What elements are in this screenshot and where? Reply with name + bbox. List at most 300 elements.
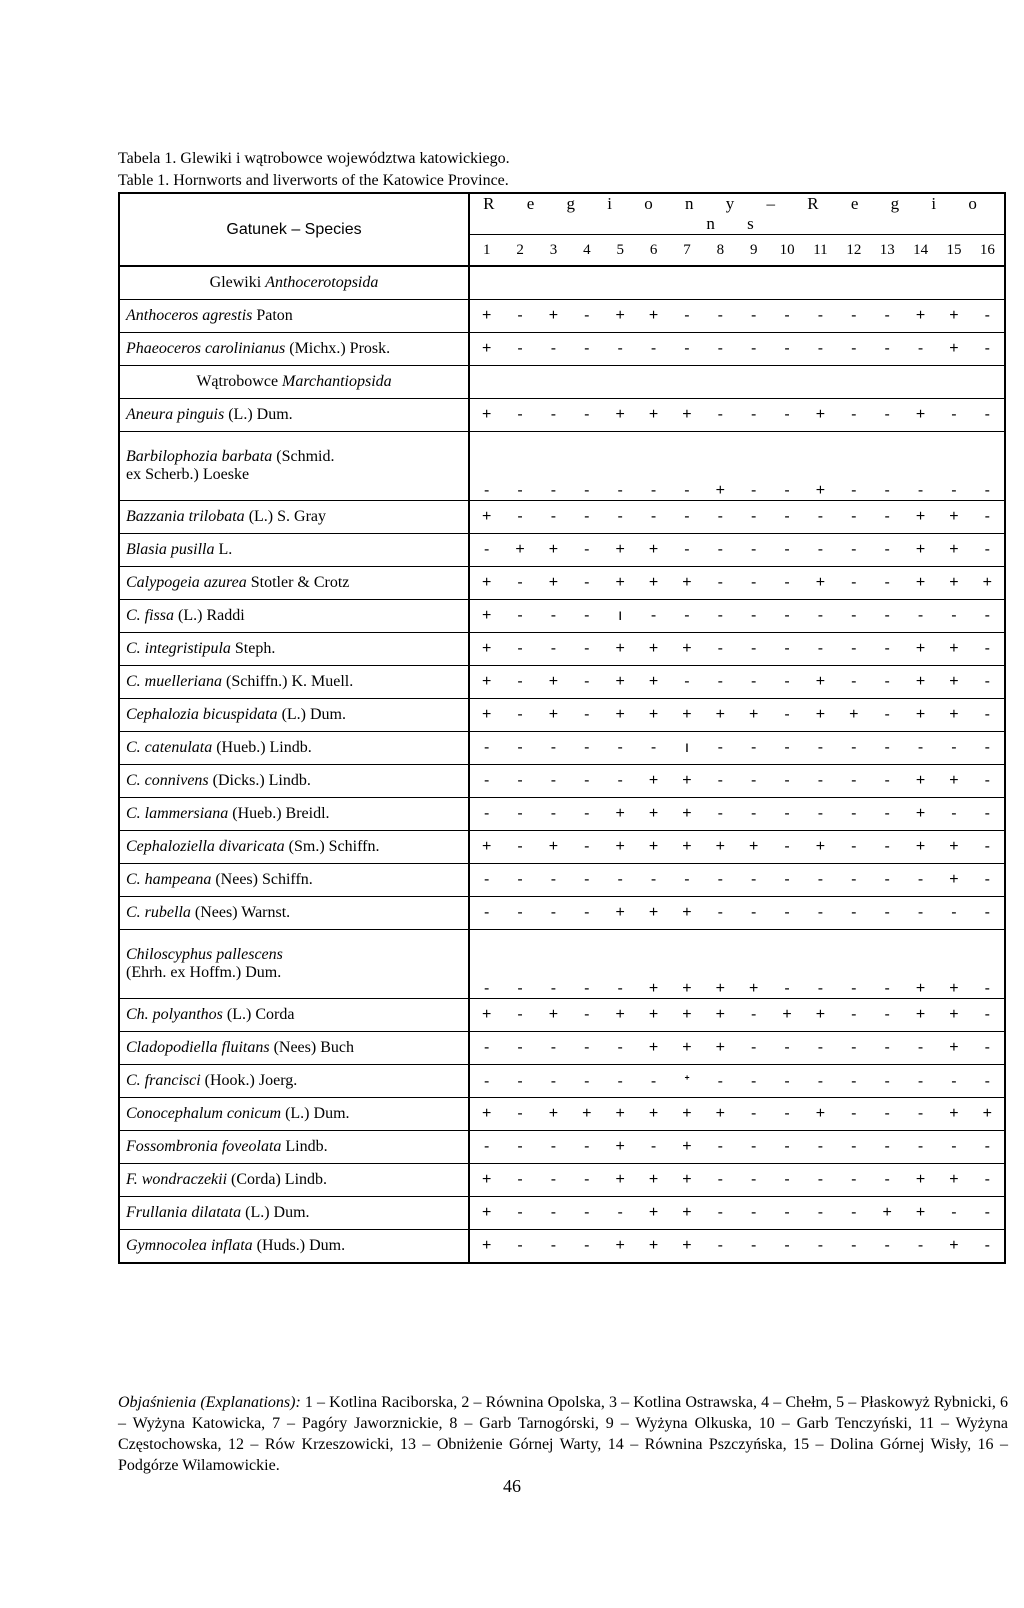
region-value: +: [482, 706, 492, 723]
region-number: 8: [716, 241, 725, 258]
region-value: -: [817, 1171, 824, 1188]
region-value: +: [949, 772, 959, 789]
region-value: -: [717, 739, 723, 756]
region-value: +: [548, 574, 559, 591]
species-latin-name: Blasia pusilla: [126, 541, 215, 558]
region-value: +: [648, 673, 659, 690]
species-author: Paton: [256, 307, 293, 324]
region-value: -: [584, 482, 590, 499]
species-name: [119, 501, 469, 534]
region-value: -: [717, 772, 723, 789]
species-latin-name: Cephalozia bicuspidata: [126, 706, 278, 723]
region-values: [469, 798, 1005, 831]
table-row: [119, 501, 1005, 534]
region-value: -: [517, 340, 523, 357]
species-latin-name: C. muelleriana: [126, 673, 222, 690]
region-value: -: [517, 1204, 523, 1221]
species-name: [119, 600, 469, 633]
species-author: (Schmid.: [276, 448, 335, 465]
region-value: -: [517, 772, 523, 789]
region-value: +: [648, 838, 659, 855]
region-value: -: [584, 607, 590, 624]
species-author: (L.) Corda: [226, 1006, 295, 1023]
species-name: [119, 1065, 469, 1098]
region-value: -: [684, 340, 690, 357]
region-values: [469, 567, 1005, 600]
group-row: [119, 266, 1005, 300]
table-row: [119, 432, 1005, 501]
region-value: -: [517, 1171, 523, 1188]
species-name: [119, 765, 469, 798]
region-value: -: [851, 1006, 857, 1023]
region-value: -: [684, 673, 690, 690]
region-value: -: [584, 1237, 590, 1254]
region-value: -: [984, 805, 990, 822]
region-value: -: [484, 739, 490, 756]
region-number: 10: [779, 241, 795, 258]
region-value: -: [484, 1138, 490, 1155]
table-row: [119, 1197, 1005, 1230]
region-value: -: [884, 607, 890, 624]
region-value: +: [615, 1237, 625, 1254]
region-value: -: [851, 1138, 857, 1155]
species-name: [119, 633, 469, 666]
region-value: -: [584, 805, 590, 822]
region-value: -: [684, 482, 690, 499]
table-row: [119, 1164, 1005, 1197]
region-value: -: [851, 772, 857, 789]
region-value: -: [851, 1237, 857, 1254]
region-value: -: [851, 574, 857, 591]
region-value: -: [584, 1171, 590, 1188]
region-value: -: [917, 1105, 924, 1122]
region-value: -: [984, 706, 990, 723]
region-value: +: [815, 706, 826, 723]
region-value: -: [484, 805, 490, 822]
region-value: +: [648, 805, 659, 822]
region-value: -: [584, 838, 590, 855]
region-value: -: [984, 772, 990, 789]
region-value: -: [584, 673, 590, 690]
region-value: +: [548, 673, 559, 690]
region-value: -: [884, 673, 890, 690]
region-value: -: [851, 673, 857, 690]
region-value: +: [815, 1105, 826, 1122]
table-row: [119, 765, 1005, 798]
region-value: -: [684, 541, 690, 558]
region-value: -: [784, 607, 790, 624]
species-latin-name: Anthoceros agrestis: [126, 307, 253, 324]
table-row: [119, 732, 1005, 765]
region-value: +: [482, 1237, 492, 1254]
region-value: -: [784, 706, 790, 723]
region-value: -: [550, 904, 557, 921]
region-value: -: [784, 1204, 790, 1221]
region-value: -: [517, 482, 523, 499]
species-author: Stotler & Crotz: [250, 574, 350, 591]
region-values: [469, 1065, 1005, 1098]
region-value: +: [982, 574, 992, 591]
region-value: +: [548, 706, 559, 723]
region-number: 15: [946, 241, 962, 258]
species-latin-name: Frullania dilatata: [126, 1204, 242, 1221]
region-number: 16: [979, 241, 995, 258]
region-value: -: [617, 1204, 623, 1221]
region-value: -: [484, 1073, 490, 1090]
region-value: -: [917, 482, 924, 499]
region-values: [469, 633, 1005, 666]
region-value: -: [917, 607, 924, 624]
region-value: -: [484, 1039, 490, 1056]
region-value: -: [684, 607, 690, 624]
region-value: -: [884, 1138, 890, 1155]
region-value: -: [517, 739, 523, 756]
region-value: +: [682, 904, 692, 921]
species-author: (Nees) Schiffn.: [215, 871, 313, 888]
region-value: +: [648, 772, 659, 789]
group-label: Glewiki: [209, 274, 262, 291]
region-value: -: [617, 508, 623, 525]
region-value: -: [550, 508, 557, 525]
region-value: -: [717, 673, 723, 690]
caption-polish: Tabela 1. Glewiki i wątrobowce województwa katowickiego.: [118, 150, 510, 167]
region-value: -: [550, 871, 557, 888]
species-author: Lindb.: [285, 1138, 328, 1155]
region-value: -: [550, 1204, 557, 1221]
region-value: -: [550, 482, 557, 499]
region-value: -: [884, 871, 890, 888]
region-number: 3: [549, 241, 558, 258]
region-value: -: [484, 871, 490, 888]
region-values: [469, 266, 1005, 300]
legend-text: 1 – Kotlina Raciborska, 2 – Równina Opolska, 3 – Kotlina Ostrawska, 4 – Chełm, 5 – Płaskowyż Rybnicki, 6 – Wyżyna Katowicka, 7 – Pagóry Jaworznickie, 8 – Garb Tarnogórski, 9 – Wyżyna Olkuska, 10 – Garb Tenczyński, 11 – Wyżyna Częstochowska, 12 – Rów Krzeszowicki, 13 – Obniżenie Górnej Warty, 14 – Równina Pszczyńska, 15 – Dolina Górnej Wisły, 16 – Podgórze Wilamowickie.: [118, 1394, 1009, 1474]
species-latin-name: Barbilophozia barbata: [126, 448, 273, 465]
region-value: -: [917, 904, 924, 921]
region-value: -: [984, 607, 990, 624]
region-value: -: [717, 406, 723, 423]
region-value: -: [650, 340, 657, 357]
region-value: +: [615, 838, 625, 855]
species-author: (Nees) Buch: [273, 1039, 354, 1056]
region-value: -: [984, 838, 990, 855]
region-value: +: [648, 1204, 659, 1221]
region-value: -: [751, 673, 757, 690]
region-value: -: [884, 406, 890, 423]
region-value: -: [984, 1039, 990, 1056]
region-value: -: [817, 541, 824, 558]
region-value: +: [648, 406, 659, 423]
region-value: -: [717, 640, 723, 657]
region-value: +: [815, 838, 826, 855]
table-row: [119, 1131, 1005, 1164]
region-number: 6: [649, 241, 658, 258]
region-value: -: [584, 1039, 590, 1056]
region-value: -: [550, 1039, 557, 1056]
region-value: -: [817, 904, 824, 921]
table-row: [119, 831, 1005, 864]
species-author: (Schiffn.) K. Muell.: [226, 673, 354, 690]
region-value: +: [915, 980, 926, 997]
region-value: +: [815, 574, 826, 591]
species-author: (Nees) Warnst.: [194, 904, 291, 921]
region-value: -: [584, 640, 590, 657]
region-value: -: [951, 1204, 957, 1221]
region-value: +: [715, 706, 725, 723]
region-value: -: [717, 1138, 723, 1155]
region-value: -: [951, 904, 957, 921]
region-values: [469, 831, 1005, 864]
region-value: -: [617, 482, 623, 499]
region-value: +: [682, 838, 692, 855]
region-value: -: [851, 980, 857, 997]
region-value: -: [884, 739, 890, 756]
region-value: -: [717, 508, 723, 525]
species-latin-name: F. wondraczekii: [126, 1171, 228, 1188]
region-value: +: [849, 706, 859, 723]
region-value: -: [817, 640, 824, 657]
species-author: (Hook.) Joerg.: [204, 1072, 298, 1089]
region-value: -: [884, 772, 890, 789]
region-value: -: [884, 482, 890, 499]
species-name: [119, 1230, 469, 1264]
species-author: Steph.: [234, 640, 276, 657]
region-value: -: [484, 772, 490, 789]
region-value: -: [617, 980, 623, 997]
region-value: +: [648, 1006, 659, 1023]
region-value: -: [584, 739, 590, 756]
region-value: +: [615, 574, 625, 591]
region-value: -: [984, 871, 990, 888]
region-value: +: [915, 706, 926, 723]
region-value: +: [648, 1237, 659, 1254]
species-name: [119, 1098, 469, 1131]
region-value: -: [550, 340, 557, 357]
region-value: -: [851, 1204, 857, 1221]
species-author: (Hueb.) Breidl.: [232, 805, 330, 822]
region-value: -: [851, 607, 857, 624]
region-values: [469, 930, 1005, 999]
region-values: [469, 765, 1005, 798]
species-name: [119, 300, 469, 333]
table-row: [119, 1065, 1005, 1098]
group-label: Wątrobowce: [196, 373, 279, 390]
region-value: -: [784, 904, 790, 921]
region-value: -: [784, 307, 790, 324]
region-value: -: [550, 805, 557, 822]
region-value: -: [917, 739, 924, 756]
region-value: +: [949, 1039, 959, 1056]
region-value: -: [550, 1138, 557, 1155]
region-value: -: [817, 1073, 824, 1090]
table-row: [119, 666, 1005, 699]
region-value: -: [851, 1073, 857, 1090]
region-value: -: [917, 1138, 924, 1155]
region-value: -: [517, 307, 523, 324]
region-value: -: [984, 1171, 990, 1188]
region-value: -: [884, 508, 890, 525]
table-row: [119, 1230, 1005, 1264]
region-value: -: [984, 1138, 990, 1155]
species-latin-name: C. catenulata: [126, 739, 213, 756]
region-value: -: [984, 541, 990, 558]
region-value: -: [951, 1138, 957, 1155]
region-value: +: [915, 406, 926, 423]
region-value: +: [815, 482, 826, 499]
region-value: -: [751, 1204, 757, 1221]
species-latin-name: Ch. polyanthos: [126, 1006, 223, 1023]
region-value: -: [884, 1171, 890, 1188]
region-value: +: [482, 607, 492, 624]
region-value: -: [717, 607, 723, 624]
caption-english: Table 1. Hornworts and liverworts of the Katowice Province.: [118, 172, 509, 189]
species-latin-name: Conocephalum conicum: [126, 1105, 282, 1122]
region-value: -: [751, 607, 757, 624]
region-value: +: [949, 1105, 959, 1122]
region-value: -: [617, 1073, 623, 1090]
species-column-header: Gatunek – Species: [119, 193, 469, 266]
region-value: -: [751, 307, 757, 324]
region-value: -: [751, 739, 757, 756]
species-latin-name: C. connivens: [126, 772, 209, 789]
region-value: +: [482, 838, 492, 855]
species-name: [119, 1131, 469, 1164]
region-value: -: [851, 739, 857, 756]
region-value: +: [682, 406, 692, 423]
region-value: +: [882, 1204, 892, 1221]
region-values: [469, 1131, 1005, 1164]
region-value: -: [617, 739, 623, 756]
region-value: +: [615, 1105, 625, 1122]
table-row: [119, 534, 1005, 567]
region-value: +: [982, 1105, 992, 1122]
region-value: -: [584, 904, 590, 921]
region-value: +: [949, 541, 959, 558]
region-value: -: [617, 772, 623, 789]
region-value: -: [717, 871, 723, 888]
species-author: L.: [218, 541, 233, 558]
region-value: -: [884, 307, 890, 324]
region-value: +: [915, 574, 926, 591]
region-value: -: [517, 980, 523, 997]
table-row: [119, 399, 1005, 432]
region-value: +: [949, 980, 959, 997]
region-value: +: [749, 706, 759, 723]
region-value: -: [784, 772, 790, 789]
region-value: +: [915, 1171, 926, 1188]
species-latin-name: Cephaloziella divaricata: [126, 838, 285, 855]
species-name: [119, 897, 469, 930]
region-value: -: [517, 871, 523, 888]
species-author: (Corda) Lindb.: [231, 1171, 328, 1188]
region-number: 1: [482, 241, 491, 258]
region-value: -: [517, 1073, 523, 1090]
region-value: -: [784, 1105, 790, 1122]
region-value: +: [782, 1006, 792, 1023]
region-value: +: [949, 340, 959, 357]
region-value: +: [648, 307, 659, 324]
species-author: (L.) Raddi: [178, 607, 245, 624]
region-value: +: [949, 673, 959, 690]
region-value: +: [482, 640, 492, 657]
species-latin-name: Fossombronia foveolata: [126, 1138, 282, 1155]
region-value: -: [584, 1006, 590, 1023]
region-value: -: [717, 574, 723, 591]
region-value: -: [851, 482, 857, 499]
region-value: +: [682, 1006, 692, 1023]
region-value: -: [550, 1073, 557, 1090]
legend: [118, 1392, 1008, 1476]
region-value: +: [648, 541, 659, 558]
region-value: -: [784, 739, 790, 756]
table-row: [119, 897, 1005, 930]
region-values: [469, 1197, 1005, 1230]
region-values: [469, 366, 1005, 399]
region-value: -: [817, 739, 824, 756]
region-value: -: [584, 980, 590, 997]
region-value: -: [817, 871, 824, 888]
species-author: (L.) S. Gray: [248, 508, 326, 525]
species-latin-name: C. lammersiana: [126, 805, 229, 822]
region-value: -: [584, 406, 590, 423]
region-value: -: [984, 1204, 990, 1221]
region-value: +: [548, 307, 559, 324]
region-value: ı: [684, 739, 690, 756]
region-value: -: [784, 1073, 790, 1090]
table-caption: [118, 148, 510, 192]
table-row: [119, 798, 1005, 831]
region-value: +: [482, 1006, 492, 1023]
region-value: -: [784, 340, 790, 357]
region-value: +: [615, 640, 625, 657]
region-value: -: [517, 805, 523, 822]
region-value: -: [851, 508, 857, 525]
region-value: -: [984, 739, 990, 756]
region-value: -: [484, 541, 490, 558]
region-value: -: [517, 706, 523, 723]
region-value: -: [717, 1073, 723, 1090]
region-value: -: [884, 805, 890, 822]
region-value: -: [550, 406, 557, 423]
region-value: -: [751, 406, 757, 423]
group-latin-name: Anthocerotopsida: [265, 274, 379, 291]
region-value: -: [751, 340, 757, 357]
region-value: -: [751, 1039, 757, 1056]
region-value: -: [951, 482, 957, 499]
region-value: -: [917, 340, 924, 357]
region-value: -: [617, 871, 623, 888]
species-author: (L.) Dum.: [245, 1204, 310, 1221]
region-values: [469, 333, 1005, 366]
region-value: +: [682, 1039, 692, 1056]
region-value: +: [615, 541, 625, 558]
region-value: -: [784, 805, 790, 822]
region-value: -: [751, 805, 757, 822]
region-value: -: [717, 805, 723, 822]
region-value: +: [949, 640, 959, 657]
region-value: -: [751, 772, 757, 789]
region-number: 2: [516, 241, 524, 258]
region-value: +: [749, 838, 759, 855]
region-values: [469, 300, 1005, 333]
region-value: -: [784, 673, 790, 690]
region-value: -: [951, 805, 957, 822]
region-value: -: [584, 1138, 590, 1155]
table-row: [119, 930, 1005, 999]
region-value: -: [817, 1138, 824, 1155]
region-value: +: [482, 1105, 492, 1122]
region-value: -: [717, 1171, 723, 1188]
region-value: +: [915, 772, 926, 789]
